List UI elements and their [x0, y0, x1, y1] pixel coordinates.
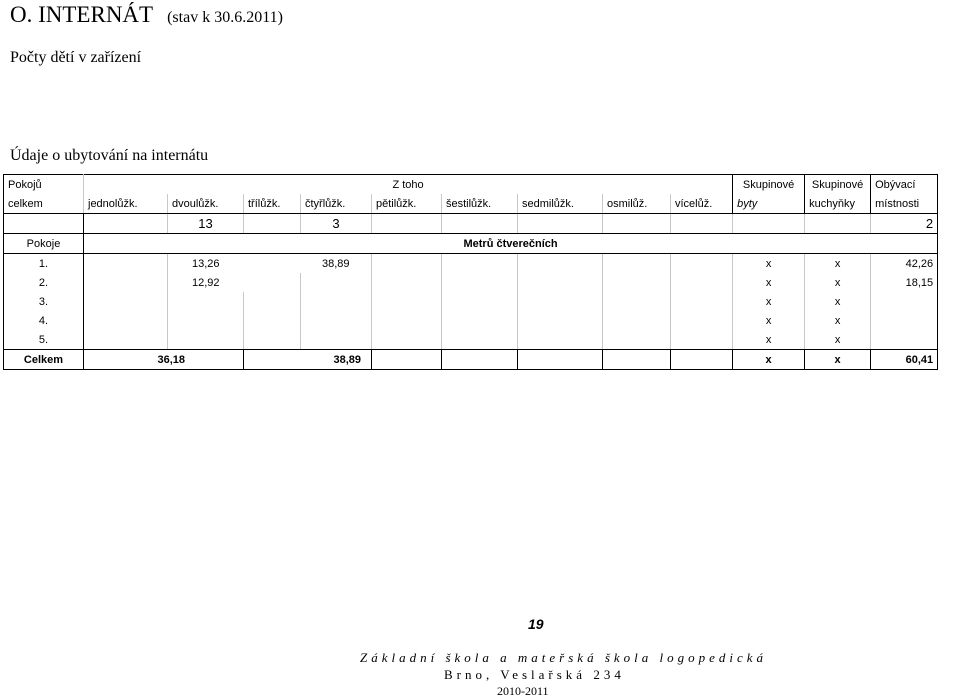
counts-row: [4, 214, 938, 234]
cell-mistnosti: [871, 292, 938, 311]
header-ctyrluzk: čtyřlůžk.: [301, 194, 372, 214]
cell-byty: x: [733, 330, 805, 350]
row-label: 1.: [4, 254, 84, 274]
header-kuchynky: kuchyňky: [805, 194, 871, 214]
counts-sedmiluzk: [518, 214, 603, 234]
cell-ctyrluzk: [301, 292, 372, 311]
table-row: [4, 292, 938, 311]
table-row: [4, 330, 938, 350]
header-osmiluz: osmilůž.: [603, 194, 671, 214]
cell-mistnosti: 18,15: [871, 273, 938, 292]
row-label: 3.: [4, 292, 84, 311]
total-label: Celkem: [4, 350, 84, 370]
counts-jednoluzk: [84, 214, 168, 234]
cell-dvouluzk: 13,26: [191, 257, 220, 270]
footer-school-name: Základní škola a mateřská škola logopedická: [360, 650, 768, 665]
header-mistnosti: místnosti: [871, 194, 938, 214]
cell-dvouluzk: [168, 330, 244, 350]
children-count-subtitle: Počty dětí v zařízení: [10, 49, 142, 66]
counts-sestiluzk: [442, 214, 518, 234]
header-petiluzk: pětilůžk.: [372, 194, 442, 214]
cell-byty: x: [733, 292, 805, 311]
header-dvouluzk: dvoulůžk.: [168, 194, 244, 214]
header-pokoje: Pokoje: [4, 234, 84, 254]
total-kuchynky: x: [805, 350, 871, 370]
header-celkem: celkem: [4, 194, 84, 214]
page-number: 19: [528, 616, 544, 632]
header-row-1: [4, 175, 938, 195]
cell-byty: x: [733, 311, 805, 330]
header-byty: byty: [733, 194, 805, 214]
cell-kuchynky: x: [805, 311, 871, 330]
header-jednoluzk: jednolůžk.: [84, 194, 168, 214]
counts-triluzk: [244, 214, 301, 234]
heading-date: (stav k 30.6.2011): [167, 9, 283, 26]
table-row: [4, 273, 938, 292]
cell-dvouluzk: [168, 292, 244, 311]
header-skupinove-byty: Skupinové: [733, 175, 805, 195]
counts-ctyrluzk: 3: [301, 214, 372, 234]
header-z-toho: Z toho: [84, 175, 733, 195]
cell-kuchynky: x: [805, 254, 871, 274]
cell-kuchynky: x: [805, 292, 871, 311]
row-label: 5.: [4, 330, 84, 350]
counts-viceluz: [671, 214, 733, 234]
header-pokoju: Pokojů: [4, 175, 84, 195]
cell-ctyrluzk: 38,89: [321, 257, 350, 270]
cell-dvouluzk: 12,92: [191, 276, 220, 289]
header-sestiluzk: šestilůžk.: [442, 194, 518, 214]
counts-mistnosti: 2: [871, 214, 938, 234]
total-row: [4, 350, 938, 370]
cell-mistnosti: 42,26: [871, 254, 938, 274]
counts-petiluzk: [372, 214, 442, 234]
cell-byty: x: [733, 254, 805, 274]
cell-kuchynky: x: [805, 330, 871, 350]
counts-kuchynky: [805, 214, 871, 234]
counts-osmiluz: [603, 214, 671, 234]
cell-ctyrluzk: [301, 311, 372, 330]
cell-ctyrluzk: [301, 330, 372, 350]
total-mistnosti: 60,41: [871, 350, 938, 370]
header-metru-ctverecnich: Metrů čtverečních: [84, 234, 938, 254]
cell-mistnosti: [871, 330, 938, 350]
total-ctyrluzk: 38,89: [244, 350, 372, 370]
header-skupinove-kuchynky: Skupinové: [805, 175, 871, 195]
header-obyvaci: Obývací: [871, 175, 938, 195]
header-row-3: [4, 234, 938, 254]
cell-byty: x: [733, 273, 805, 292]
counts-celkem: [4, 214, 84, 234]
total-byty: x: [733, 350, 805, 370]
row-label: 4.: [4, 311, 84, 330]
counts-dvouluzk: 13: [168, 214, 244, 234]
table-row: [4, 254, 938, 274]
accommodation-table: [3, 174, 938, 370]
cell-dvouluzk: [168, 311, 244, 330]
total-dvouluzk: 36,18: [84, 350, 244, 370]
header-triluzk: třílůžk.: [244, 194, 301, 214]
header-row-2: [4, 194, 938, 214]
page-heading: [10, 2, 283, 28]
cell-mistnosti: [871, 311, 938, 330]
footer-school-year: 2010-2011: [497, 684, 549, 698]
accommodation-section-title: Údaje o ubytování na internátu: [10, 147, 209, 164]
cell-kuchynky: x: [805, 273, 871, 292]
header-sedmiluzk: sedmilůžk.: [518, 194, 603, 214]
table-row: [4, 311, 938, 330]
heading-title: O. INTERNÁT: [10, 2, 154, 27]
row-label: 2.: [4, 273, 84, 292]
counts-byty: [733, 214, 805, 234]
footer-address: Brno, Veslařská 234: [444, 667, 625, 682]
cell-ctyrluzk: [301, 273, 372, 292]
header-viceluz: vícelůž.: [671, 194, 733, 214]
